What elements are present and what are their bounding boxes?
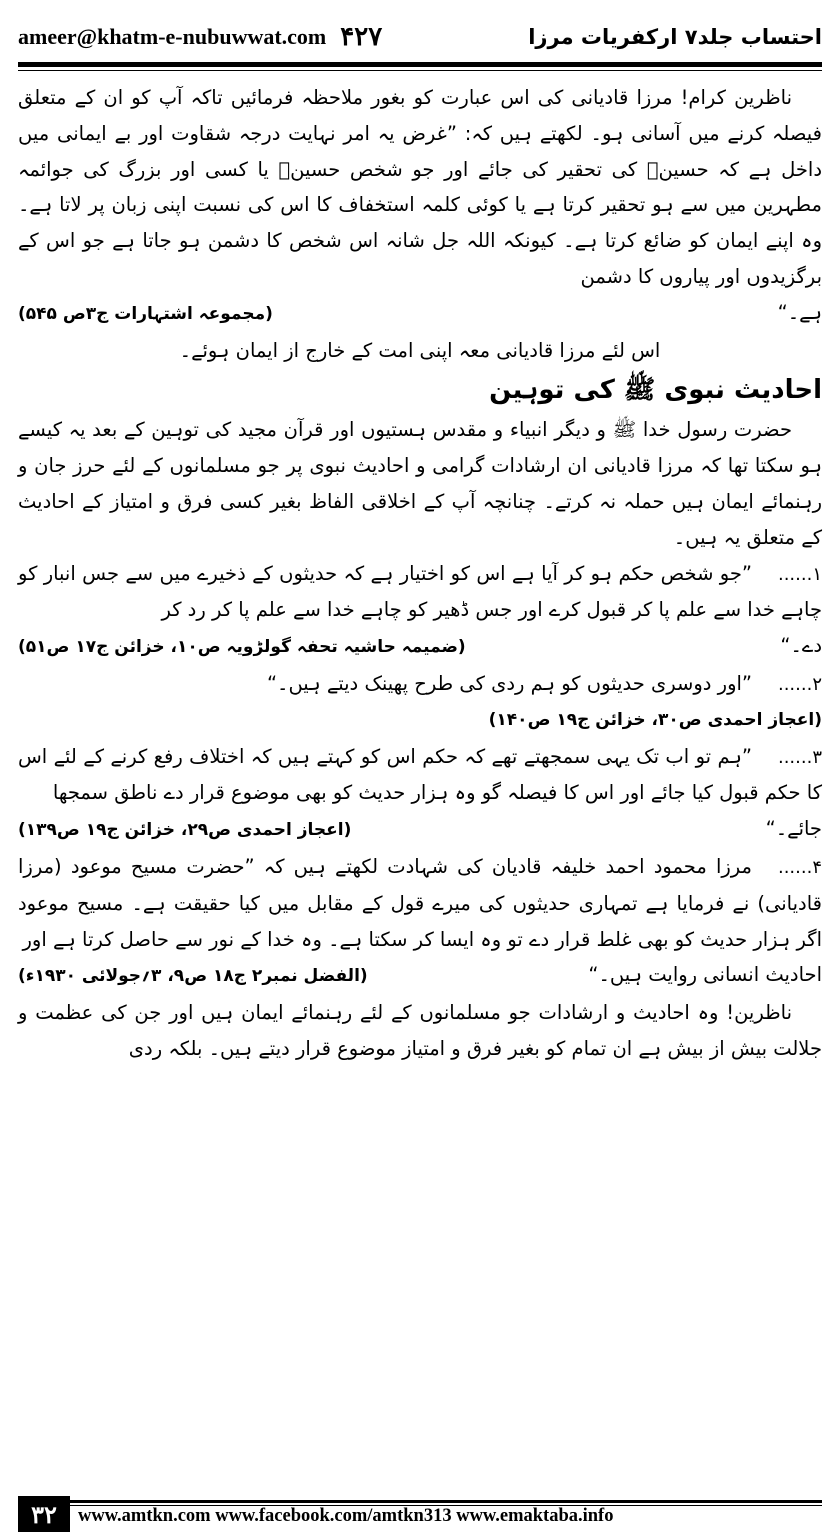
- citation-2: (ضمیمہ حاشیہ تحفہ گولڑویہ ص۱۰، خزائن ج۱۷ ص۵۱): [18, 637, 466, 658]
- paragraph-intro-end: ہے۔“: [777, 300, 822, 324]
- citation-line-5: [18, 957, 822, 995]
- quote-4: [18, 849, 822, 957]
- quote-2: [18, 666, 822, 703]
- quote-4-number: ۴......: [777, 856, 822, 878]
- quote-3-end: جائے۔“: [765, 817, 822, 841]
- quote-1-text: ”جو شخص حکم ہو کر آیا ہے اس کو اختیار ہے کہ حدیثوں کے ذخیرے میں سے جس انبار کو چاہے خدا سے علم پا کر قبول کرے اور جس ڈھیر کو چاہے خدا سے علم پا کر رد کر: [18, 561, 822, 622]
- header-page-number: ۴۲۷: [340, 22, 383, 52]
- citation-5: (الفضل نمبر۲ ج۱۸ ص۹، ۳؍جولائی ۱۹۳۰ء): [18, 966, 368, 987]
- footer-urls: www.amtkn.com www.facebook.com/amtkn313 www.emaktaba.info: [78, 1506, 614, 1526]
- quote-4-end: احادیث انسانی روایت ہیں۔“: [588, 963, 822, 987]
- header-rule-thin: [18, 70, 822, 71]
- footer-page-number: ۳۲: [18, 1496, 70, 1532]
- page-header: [18, 14, 822, 60]
- citation-3: (اعجاز احمدی ص۳۰، خزائن ج۱۹ ص۱۴۰): [488, 709, 822, 730]
- paragraph-intro: ناظرین کرام! مرزا قادیانی کی اس عبارت کو بغور ملاحظہ فرمائیں تاکہ آپ کو ان کے متعلق فیصلہ کرنے میں آسانی ہو۔ لکھتے ہیں کہ: ”غرض یہ امر نہایت درجہ شقاوت اور بے ایمانی میں داخل ہے کہ حسینؓ کی تحقیر کی جائے اور جو شخص حسینؓ یا کسی اور بزرگ کی جوائمہ مطہرین میں سے ہو تحقیر کرتا ہے یا کوئی کلمہ استخفاف کا اس کی نسبت اپنی زبان پر لاتا ہے۔ وہ اپنے ایمان کو ضائع کرتا ہے۔ کیونکہ اللہ جل شانہ اس شخص کا دشمن ہو جاتا ہے جو اس کے برگزیدوں اور پیاروں کا دشمن: [18, 86, 822, 288]
- page-body: [18, 80, 822, 1067]
- citation-4: (اعجاز احمدی ص۲۹، خزائن ج۱۹ ص۱۳۹): [18, 820, 352, 841]
- paragraph-conclusion: اس لئے مرزا قادیانی معہ اپنی امت کے خارج از ایمان ہوئے۔: [179, 338, 661, 362]
- quote-3-number: ۳......: [777, 746, 822, 768]
- quote-1-end: دے۔“: [780, 634, 822, 658]
- header-left: [18, 22, 382, 52]
- quote-4-text: مرزا محمود احمد خلیفہ قادیان کی شہادت لکھتے ہیں کہ ”حضرت مسیح موعود (مرزا قادیانی) نے فرمایا ہے تمہاری حدیثوں کی میرے قول کے مقابل میں کیا حقیقت ہے۔ مسیح موعود اگر ہزار حدیث کو بھی غلط قرار دے تو وہ ایسا کر سکتا ہے۔ وہ خدا کے نور سے حاصل کرتا ہے اور: [18, 854, 822, 951]
- footer-rule-thick: [70, 1500, 822, 1503]
- quote-1-number: ۱......: [777, 563, 822, 585]
- quote-2-text: ”اور دوسری حدیثوں کو ہم ردی کی طرح پھینک دیتے ہیں۔“: [266, 671, 752, 695]
- header-book-title: احتساب جلد۷ ارکفریات مرزا: [528, 25, 822, 49]
- citation-line-4: [18, 811, 822, 849]
- citation-line-2: [18, 628, 822, 666]
- section-heading: احادیث نبوی ﷺ کی توہین: [489, 375, 822, 406]
- quote-1: [18, 556, 822, 629]
- header-rule-thick: [18, 62, 822, 67]
- quote-2-number: ۲......: [777, 673, 822, 695]
- paragraph-section-intro: حضرت رسول خدا ﷺ و دیگر انبیاء و مقدس ہستیوں اور قرآن مجید کی توہین کے بعد یہ کیسے ہو سکتا تھا کہ مرزا قادیانی ان ارشادات گرامی و احادیث نبوی پر جو مسلمانوں کے لئے حرز جان و رہنمائے ایمان ہیں حملہ نہ کرتے۔ چنانچہ آپ کے اخلاقی الفاظ بغیر کسی فرق و امتیاز کے احادیث کے متعلق یہ ہیں۔: [18, 418, 822, 549]
- citation-line-1: [18, 295, 822, 333]
- quote-3-text: ”ہم تو اب تک یہی سمجھتے تھے کہ حکم اس کو کہتے ہیں کہ اختلاف رفع کرنے کے لئے اس کا حکم قبول کیا جائے اور اس کا فیصلہ گو وہ ہزار حدیث کو بھی موضوع قرار دے ناطق سمجھا: [18, 744, 822, 805]
- page-footer: [18, 1496, 822, 1532]
- quote-3: [18, 739, 822, 812]
- footer-bar: [70, 1496, 822, 1532]
- paragraph-closing: ناظرین! وہ احادیث و ارشادات جو مسلمانوں کے لئے رہنمائے ایمان ہیں اور جن کی عظمت و جلالت بیش از بیش ہے ان تمام کو بغیر فرق و امتیاز موضوع قرار دیتے ہیں۔ بلکہ ردی: [18, 1001, 822, 1060]
- citation-1: (مجموعہ اشتہارات ج۳ص ۵۴۵): [18, 303, 273, 324]
- header-email: ameer@khatm-e-nubuwwat.com: [18, 24, 327, 49]
